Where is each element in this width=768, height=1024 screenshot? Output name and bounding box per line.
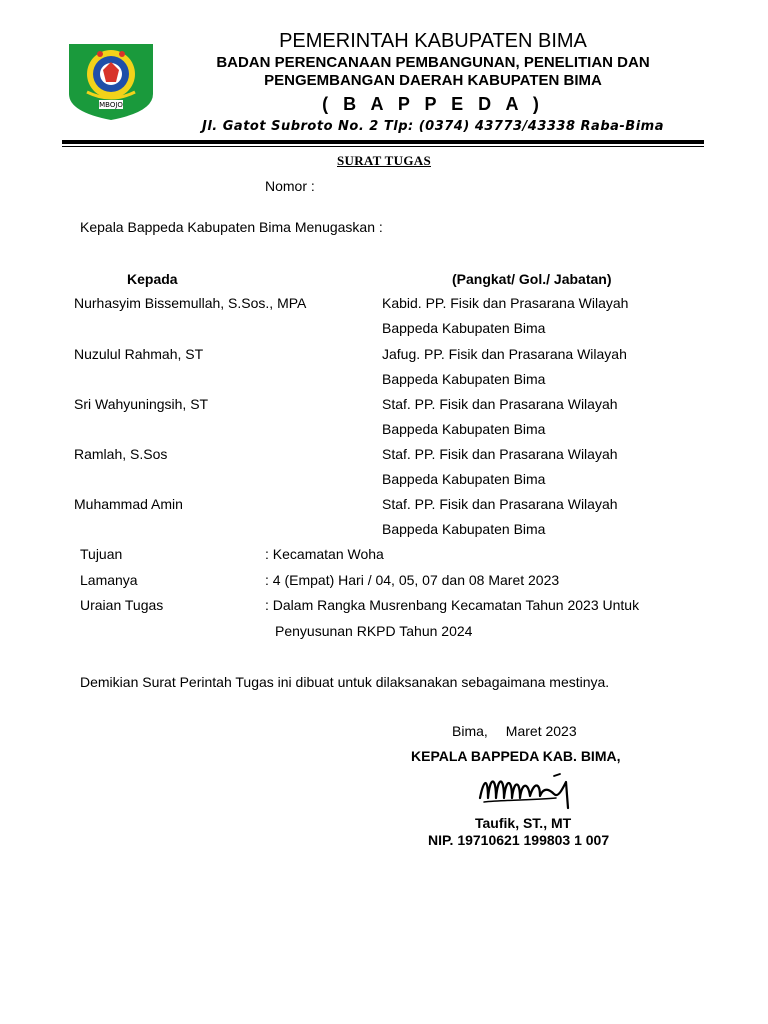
row-2-nama: Nuzulul Rahmah, ST xyxy=(74,346,204,362)
row-3-jabatan: Staf. PP. Fisik dan Prasarana Wilayah xyxy=(382,396,618,412)
lamanya-label: Lamanya xyxy=(80,572,138,588)
signature-date xyxy=(452,723,577,739)
row-1-unit: Bappeda Kabupaten Bima xyxy=(382,320,546,336)
header-bappeda: ( B A P P E D A ) xyxy=(322,94,544,114)
row-2-jabatan: Jafug. PP. Fisik dan Prasarana Wilayah xyxy=(382,346,627,362)
tujuan-value: : Kecamatan Woha xyxy=(265,546,384,562)
row-2-unit: Bappeda Kabupaten Bima xyxy=(382,371,546,387)
uraian-label: Uraian Tugas xyxy=(80,597,164,613)
table-header-kepada: Kepada xyxy=(127,271,178,287)
signature-month: Maret 2023 xyxy=(505,723,577,739)
row-4-jabatan: Staf. PP. Fisik dan Prasarana Wilayah xyxy=(382,446,618,462)
row-4-unit: Bappeda Kabupaten Bima xyxy=(382,471,546,487)
row-5-unit: Bappeda Kabupaten Bima xyxy=(382,521,546,537)
header-divider-thick xyxy=(62,140,704,144)
signatory-nip: NIP. 19710621 199803 1 007 xyxy=(428,832,610,848)
uraian-value-line-1: : Dalam Rangka Musrenbang Kecamatan Tahun 2023 Untuk xyxy=(265,597,640,613)
header-badan xyxy=(160,54,706,90)
header-badan-line-2: PENGEMBANGAN DAERAH KABUPATEN BIMA xyxy=(264,72,602,89)
row-3-nama: Sri Wahyuningsih, ST xyxy=(74,396,209,412)
header-alamat: Jl. Gatot Subroto No. 2 Tlp: (0374) 43773/43338 Raba-Bima xyxy=(202,119,664,134)
header-badan-line-1: BADAN PERENCANAAN PEMBANGUNAN, PENELITIAN DAN xyxy=(216,54,650,71)
table-header-jabatan: (Pangkat/ Gol./ Jabatan) xyxy=(452,271,612,287)
nomor-label: Nomor : xyxy=(265,178,315,194)
header-divider-thin xyxy=(62,146,704,147)
signatory-title: KEPALA BAPPEDA KAB. BIMA, xyxy=(411,748,621,764)
row-5-jabatan: Staf. PP. Fisik dan Prasarana Wilayah xyxy=(382,496,618,512)
signatory-name: Taufik, ST., MT xyxy=(475,815,572,831)
row-3-unit: Bappeda Kabupaten Bima xyxy=(382,421,546,437)
svg-text:MBOJO: MBOJO xyxy=(99,101,123,109)
row-1-jabatan: Kabid. PP. Fisik dan Prasarana Wilayah xyxy=(382,295,629,311)
row-1-nama: Nurhasyim Bissemullah, S.Sos., MPA xyxy=(74,295,307,311)
lamanya-value: : 4 (Empat) Hari / 04, 05, 07 dan 08 Maret 2023 xyxy=(265,572,560,588)
header-pemerintah: PEMERINTAH KABUPATEN BIMA xyxy=(279,30,587,52)
uraian-value-line-2: Penyusunan RKPD Tahun 2024 xyxy=(275,623,473,639)
closing-text: Demikian Surat Perintah Tugas ini dibuat untuk dilaksanakan sebagaimana mestinya. xyxy=(80,674,610,690)
signature-city: Bima, xyxy=(452,723,488,739)
row-4-nama: Ramlah, S.Sos xyxy=(74,446,168,462)
document-title: SURAT TUGAS xyxy=(337,153,431,168)
row-5-nama: Muhammad Amin xyxy=(74,496,183,512)
handwritten-signature-icon xyxy=(474,768,584,810)
opening-text: Kepala Bappeda Kabupaten Bima Menugaskan : xyxy=(80,219,383,235)
kabupaten-bima-logo-icon xyxy=(67,42,155,122)
tujuan-label: Tujuan xyxy=(80,546,123,562)
